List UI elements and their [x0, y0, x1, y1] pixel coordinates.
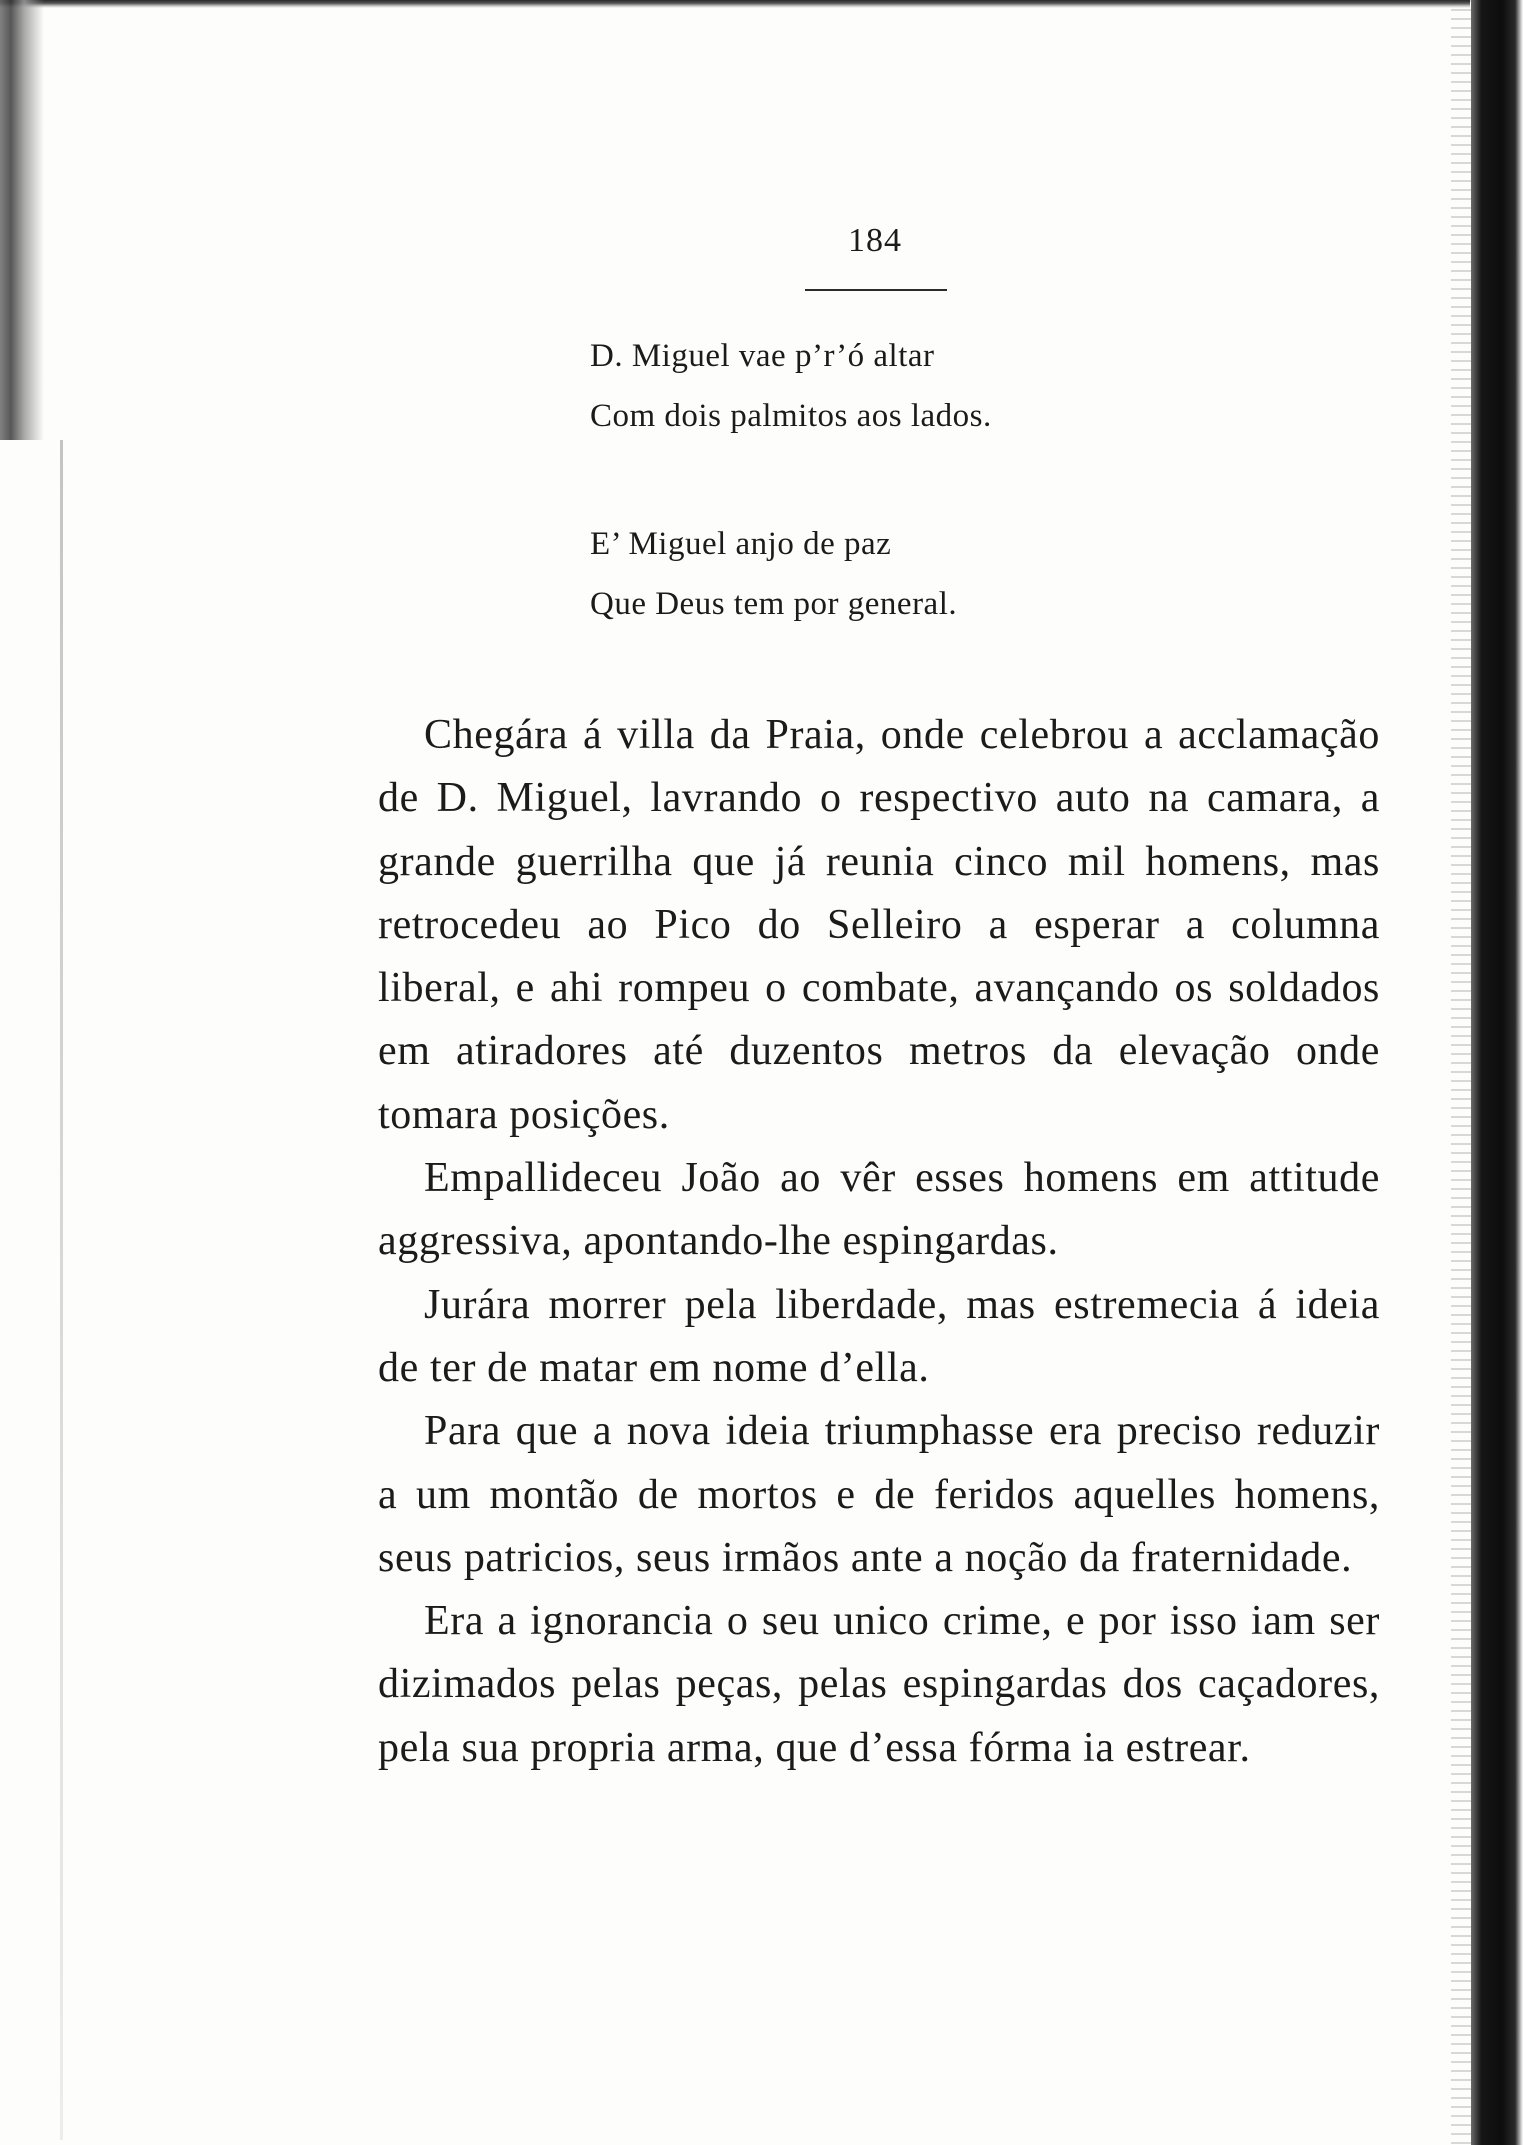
- scan-left-edge: [0, 0, 44, 440]
- verse-line: D. Miguel vae p’r’ó altar: [590, 338, 935, 374]
- verse-stanza: [590, 514, 957, 634]
- verse-stanza: [590, 326, 992, 446]
- page-header: [800, 222, 950, 260]
- scan-right-edge-speckle: [1451, 0, 1471, 2145]
- scan-top-edge: [0, 0, 1470, 8]
- paragraph: Chegára á villa da Praia, onde celebrou a acclamação de D. Miguel, lavrando o respectivo auto na camara, a grande guerrilha que já reunia cinco mil homens, mas retrocedeu ao Pico do Selleiro a esperar a columna liberal, e ahi rompeu o combate, avançando os soldados em atiradores até duzentos metros da elevação onde tomara posições.: [378, 712, 1380, 1138]
- verse-line: Com dois palmitos aos lados.: [590, 398, 992, 434]
- verse-line: Que Deus tem por general.: [590, 586, 958, 622]
- paragraph: Era a ignorancia o seu unico crime, e por isso iam ser dizimados pelas peças, pelas espingardas dos caçadores, pela sua propria arma, que d’essa fórma ia estrear.: [378, 1598, 1380, 1771]
- scan-right-edge: [1471, 0, 1523, 2145]
- header-rule: [805, 289, 947, 291]
- page-number: 184: [848, 222, 902, 259]
- verse-line: E’ Miguel anjo de paz: [590, 526, 892, 562]
- paragraph: Empallideceu João ao vêr esses homens em attitude aggressiva, apontando-lhe espingardas.: [378, 1155, 1380, 1265]
- prose-body: [378, 704, 1380, 1780]
- scan-left-margin-shadow: [60, 440, 63, 2140]
- paragraph: Para que a nova ideia triumphasse era preciso reduzir a um montão de mortos e de feridos aquelles homens, seus patricios, seus irmãos ante a noção da fraternidade.: [378, 1408, 1380, 1581]
- paragraph: Jurára morrer pela liberdade, mas estremecia á ideia de ter de matar em nome d’ella.: [378, 1281, 1380, 1391]
